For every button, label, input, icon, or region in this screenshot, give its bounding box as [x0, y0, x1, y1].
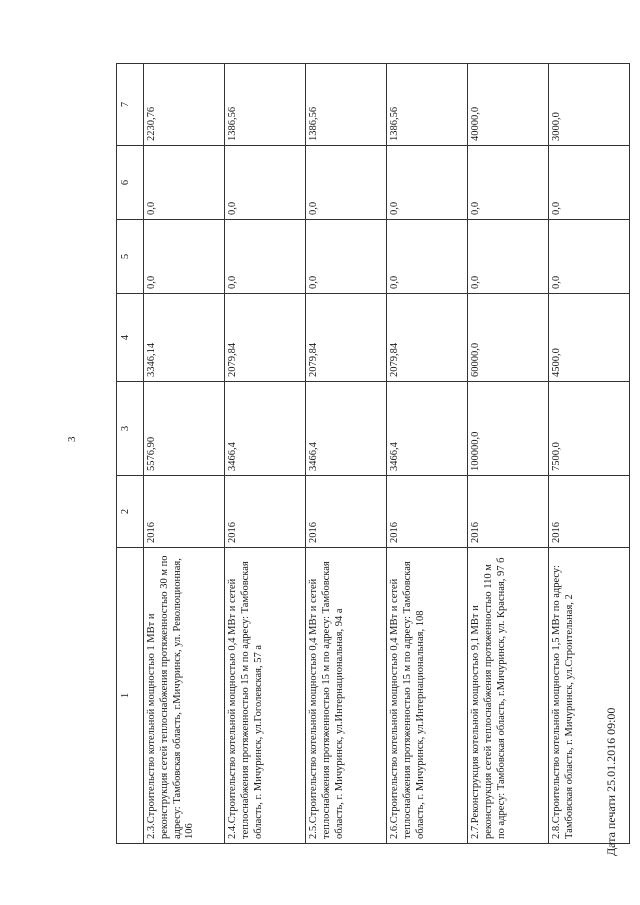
value-cell: 2079,84: [306, 294, 387, 382]
value-cell: 0,0: [144, 146, 225, 220]
column-header: 1: [117, 548, 144, 844]
year-cell: 2016: [387, 476, 468, 548]
year-cell: 2016: [144, 476, 225, 548]
header-row: [117, 64, 144, 844]
year-cell: 2016: [306, 476, 387, 548]
value-cell: 5576,90: [144, 382, 225, 476]
value-cell: 2079,84: [225, 294, 306, 382]
column-header: 7: [117, 64, 144, 146]
value-cell: 0,0: [549, 220, 630, 294]
value-cell: 0,0: [225, 146, 306, 220]
print-date: Дата печати 25.01.2016 09:00: [604, 707, 618, 856]
value-cell: 3466,4: [387, 382, 468, 476]
column-header: 5: [117, 220, 144, 294]
value-cell: 1386,56: [225, 64, 306, 146]
value-cell: 0,0: [468, 220, 549, 294]
project-description-cell: 2.7.Реконструкция котельной мощностью 9,1 МВт и реконструкция сетей теплоснабжения протяженностью 110 м по адресу: Тамбовская область, г.Мичуринск, ул. Красная, 97 б: [468, 548, 549, 844]
value-cell: 0,0: [549, 146, 630, 220]
year-cell: 2016: [225, 476, 306, 548]
table-row: [144, 64, 225, 844]
value-cell: 60000,0: [468, 294, 549, 382]
column-header: 6: [117, 146, 144, 220]
value-cell: 3466,4: [306, 382, 387, 476]
project-description-cell: 2.6.Строительство котельной мощностью 0,4 МВт и сетей теплоснабжения протяженностью 15 м по адресу: Тамбовская область, г. Мичуринск, ул.Интернациональная, 108: [387, 548, 468, 844]
project-description-cell: 2.3.Строительство котельной мощностью 1 МВт и реконструкция сетей теплоснабжения протяженностью 30 м по адресу: Тамбовская область, г.Мичуринск, ул. Революционная, 106: [144, 548, 225, 844]
project-description-cell: 2.5.Строительство котельной мощностью 0,4 МВт и сетей теплоснабжения протяженностью 15 м по адресу: Тамбовская область, г. Мичуринск, ул.Интернациональная, 94 а: [306, 548, 387, 844]
project-description-cell: 2.4.Строительство котельной мощностью 0,4 МВт и сетей теплоснабжения протяженностью 15 м по адресу: Тамбовская область, г. Мичуринск, ул.Гоголевская, 57 а: [225, 548, 306, 844]
value-cell: 0,0: [144, 220, 225, 294]
value-cell: 0,0: [468, 146, 549, 220]
year-cell: 2016: [468, 476, 549, 548]
funding-table: [116, 63, 630, 844]
value-cell: 0,0: [306, 220, 387, 294]
page-number: 3: [66, 436, 78, 442]
value-cell: 40000,0: [468, 64, 549, 146]
value-cell: 2230,76: [144, 64, 225, 146]
value-cell: 3000,0: [549, 64, 630, 146]
value-cell: 100000,0: [468, 382, 549, 476]
value-cell: 0,0: [225, 220, 306, 294]
year-cell: 2016: [549, 476, 630, 548]
value-cell: 3346,14: [144, 294, 225, 382]
table-row: [306, 64, 387, 844]
table-row: [468, 64, 549, 844]
project-description-cell: 2.8.Строительство котельной мощностью 1,5 МВт по адресу: Тамбовская область, г. Мичуринск, ул.Строительная, 2: [549, 548, 630, 844]
value-cell: 7500,0: [549, 382, 630, 476]
value-cell: 0,0: [387, 220, 468, 294]
value-cell: 1386,56: [387, 64, 468, 146]
column-header: 4: [117, 294, 144, 382]
column-header: 3: [117, 382, 144, 476]
value-cell: 0,0: [306, 146, 387, 220]
table-row: [387, 64, 468, 844]
value-cell: 1386,56: [306, 64, 387, 146]
value-cell: 3466,4: [225, 382, 306, 476]
value-cell: 0,0: [387, 146, 468, 220]
value-cell: 2079,84: [387, 294, 468, 382]
table-row: [225, 64, 306, 844]
column-header: 2: [117, 476, 144, 548]
value-cell: 4500,0: [549, 294, 630, 382]
